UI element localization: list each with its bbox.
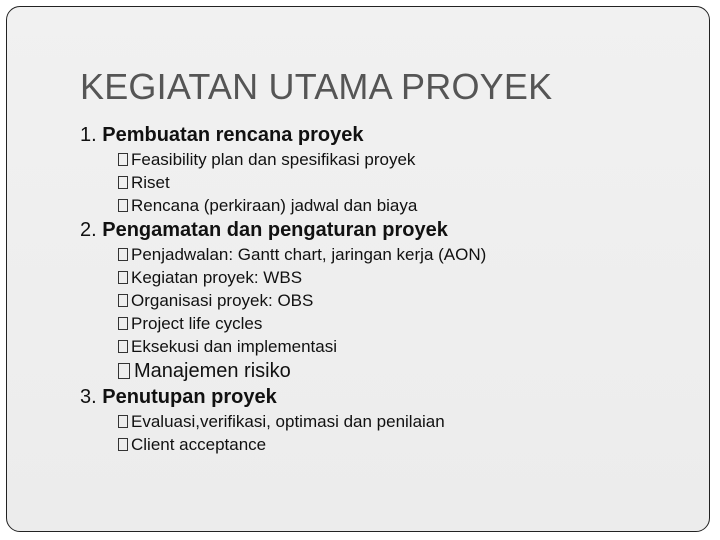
list-item-text: Rencana (perkiraan) jadwal dan biaya	[131, 196, 418, 215]
list-item-text: Evaluasi,verifikasi, optimasi dan penilaian	[131, 412, 445, 431]
list-item-text: Client acceptance	[131, 435, 267, 454]
list-item-text: Riset	[131, 173, 170, 192]
list-item-text: Penjadwalan: Gantt chart, jaringan kerja (AON)	[131, 245, 487, 264]
square-bullet-icon	[118, 294, 128, 307]
list-item-text: Eksekusi dan implementasi	[131, 337, 337, 356]
section-title: Pembuatan rencana proyek	[102, 124, 364, 146]
list-item-text: Project life cycles	[131, 314, 263, 333]
list-item	[118, 335, 700, 358]
square-bullet-icon	[118, 317, 128, 330]
square-bullet-icon	[118, 363, 130, 379]
slide-title: KEGIATAN UTAMA PROYEK	[80, 66, 553, 107]
slide-frame	[6, 6, 710, 532]
section-heading	[80, 122, 700, 148]
square-bullet-icon	[118, 415, 128, 428]
section-2	[80, 217, 700, 384]
square-bullet-icon	[118, 153, 128, 166]
section-number: 1.	[80, 124, 97, 146]
square-bullet-icon	[118, 340, 128, 353]
list-item	[118, 171, 700, 194]
list-item	[118, 148, 700, 171]
list-item	[118, 289, 700, 312]
square-bullet-icon	[118, 438, 128, 451]
list-item-text: Manajemen risiko	[134, 360, 291, 382]
square-bullet-icon	[118, 199, 128, 212]
list-item	[118, 433, 700, 456]
slide-content	[80, 122, 700, 456]
square-bullet-icon	[118, 248, 128, 261]
section-heading	[80, 217, 700, 243]
section-heading	[80, 384, 700, 410]
list-item-text: Kegiatan proyek: WBS	[131, 268, 303, 287]
section-item-list	[80, 243, 700, 384]
section-number: 2.	[80, 219, 97, 241]
list-item	[118, 312, 700, 335]
section-1	[80, 122, 700, 217]
list-item-text: Feasibility plan dan spesifikasi proyek	[131, 150, 416, 169]
section-title: Penutupan proyek	[102, 386, 277, 408]
list-item	[118, 194, 700, 217]
section-item-list	[80, 410, 700, 456]
section-number: 3.	[80, 386, 97, 408]
section-3	[80, 384, 700, 456]
square-bullet-icon	[118, 271, 128, 284]
list-item	[118, 243, 700, 266]
list-item-text: Organisasi proyek: OBS	[131, 291, 314, 310]
section-item-list	[80, 148, 700, 217]
square-bullet-icon	[118, 176, 128, 189]
list-item	[118, 266, 700, 289]
section-title: Pengamatan dan pengaturan proyek	[102, 219, 448, 241]
list-item	[118, 410, 700, 433]
list-item	[118, 358, 700, 384]
